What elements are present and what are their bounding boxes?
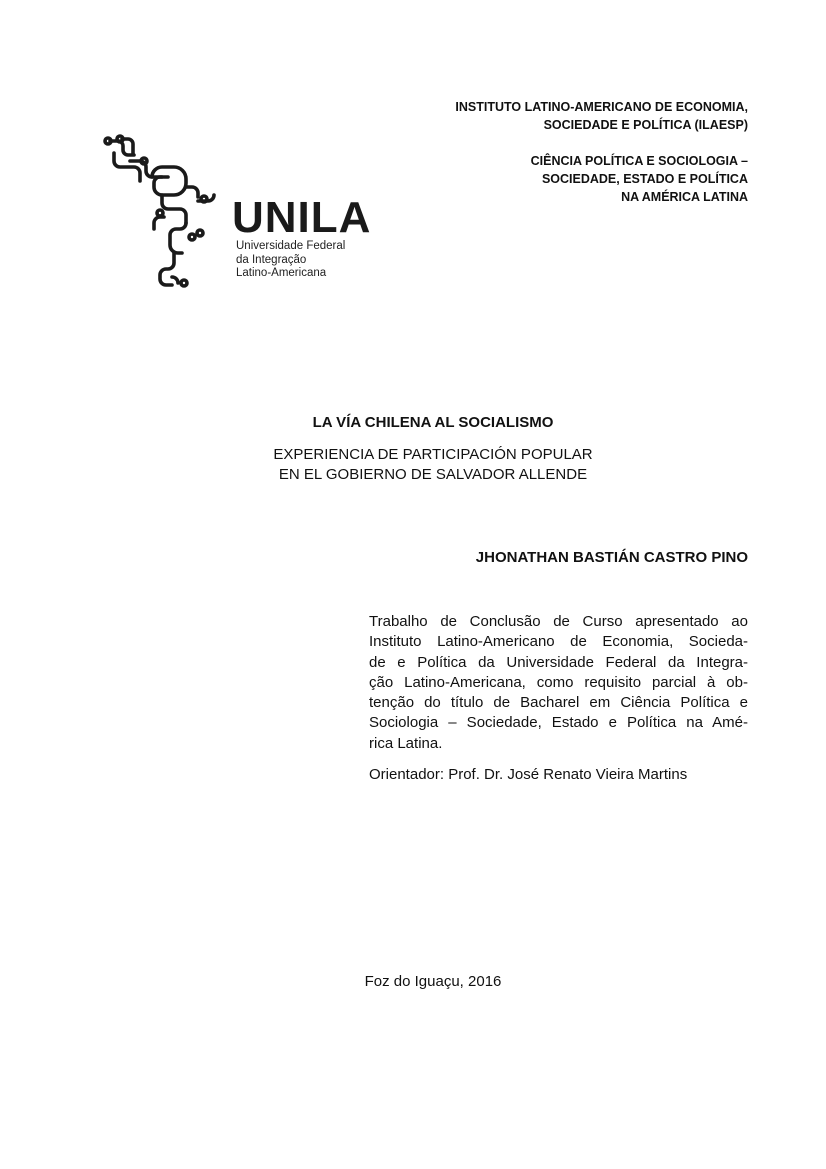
statement-line: Sociologia – Sociedade, Estado e Política na Amé- [369,714,748,732]
document-subtitle [0,445,826,485]
logo-brand-name: UNILA [232,193,372,242]
statement-line: de e Política da Universidade Federal da Integra- [369,653,748,671]
institution-header [328,98,748,224]
place-and-date: Foz do Iguaçu, 2016 [364,973,502,990]
course-line: SOCIEDADE, ESTADO E POLÍTICA [541,172,748,186]
course-name [328,152,748,206]
statement-line: rica Latina. [369,734,443,752]
logo-subtitle-line: Universidade Federal [236,240,346,252]
logo-brand-subtitle [236,240,345,281]
subtitle-line: EXPERIENCIA DE PARTICIPACIÓN POPULAR [273,446,593,463]
logo-subtitle-line: Latino-Americana [236,267,327,279]
author-name: JHONATHAN BASTIÁN CASTRO PINO [475,549,748,566]
statement-line: ção Latino-Americana, como requisito parcial à ob- [369,673,748,691]
statement-line: Instituto Latino-Americano de Economia, Socieda- [369,633,748,651]
course-line: NA AMÉRICA LATINA [621,190,748,204]
statement-line: tenção do título de Bacharel em Ciência Política e [369,694,748,712]
institution-name [328,98,748,134]
statement-line: Trabalho de Conclusão de Curso apresentado ao [369,613,748,630]
course-line: CIÊNCIA POLÍTICA E SOCIOLOGIA – [530,154,748,168]
thesis-statement [369,612,748,754]
advisor: Orientador: Prof. Dr. José Renato Vieira Martins [369,766,688,783]
logo-subtitle-line: da Integração [236,253,307,266]
institution-line: SOCIEDADE E POLÍTICA (ILAESP) [543,118,748,132]
document-title: LA VÍA CHILENA AL SOCIALISMO [312,414,554,431]
unila-map-icon [100,133,230,293]
institution-line: INSTITUTO LATINO-AMERICANO DE ECONOMIA, [455,100,748,114]
subtitle-line: EN EL GOBIERNO DE SALVADOR ALLENDE [278,466,588,483]
